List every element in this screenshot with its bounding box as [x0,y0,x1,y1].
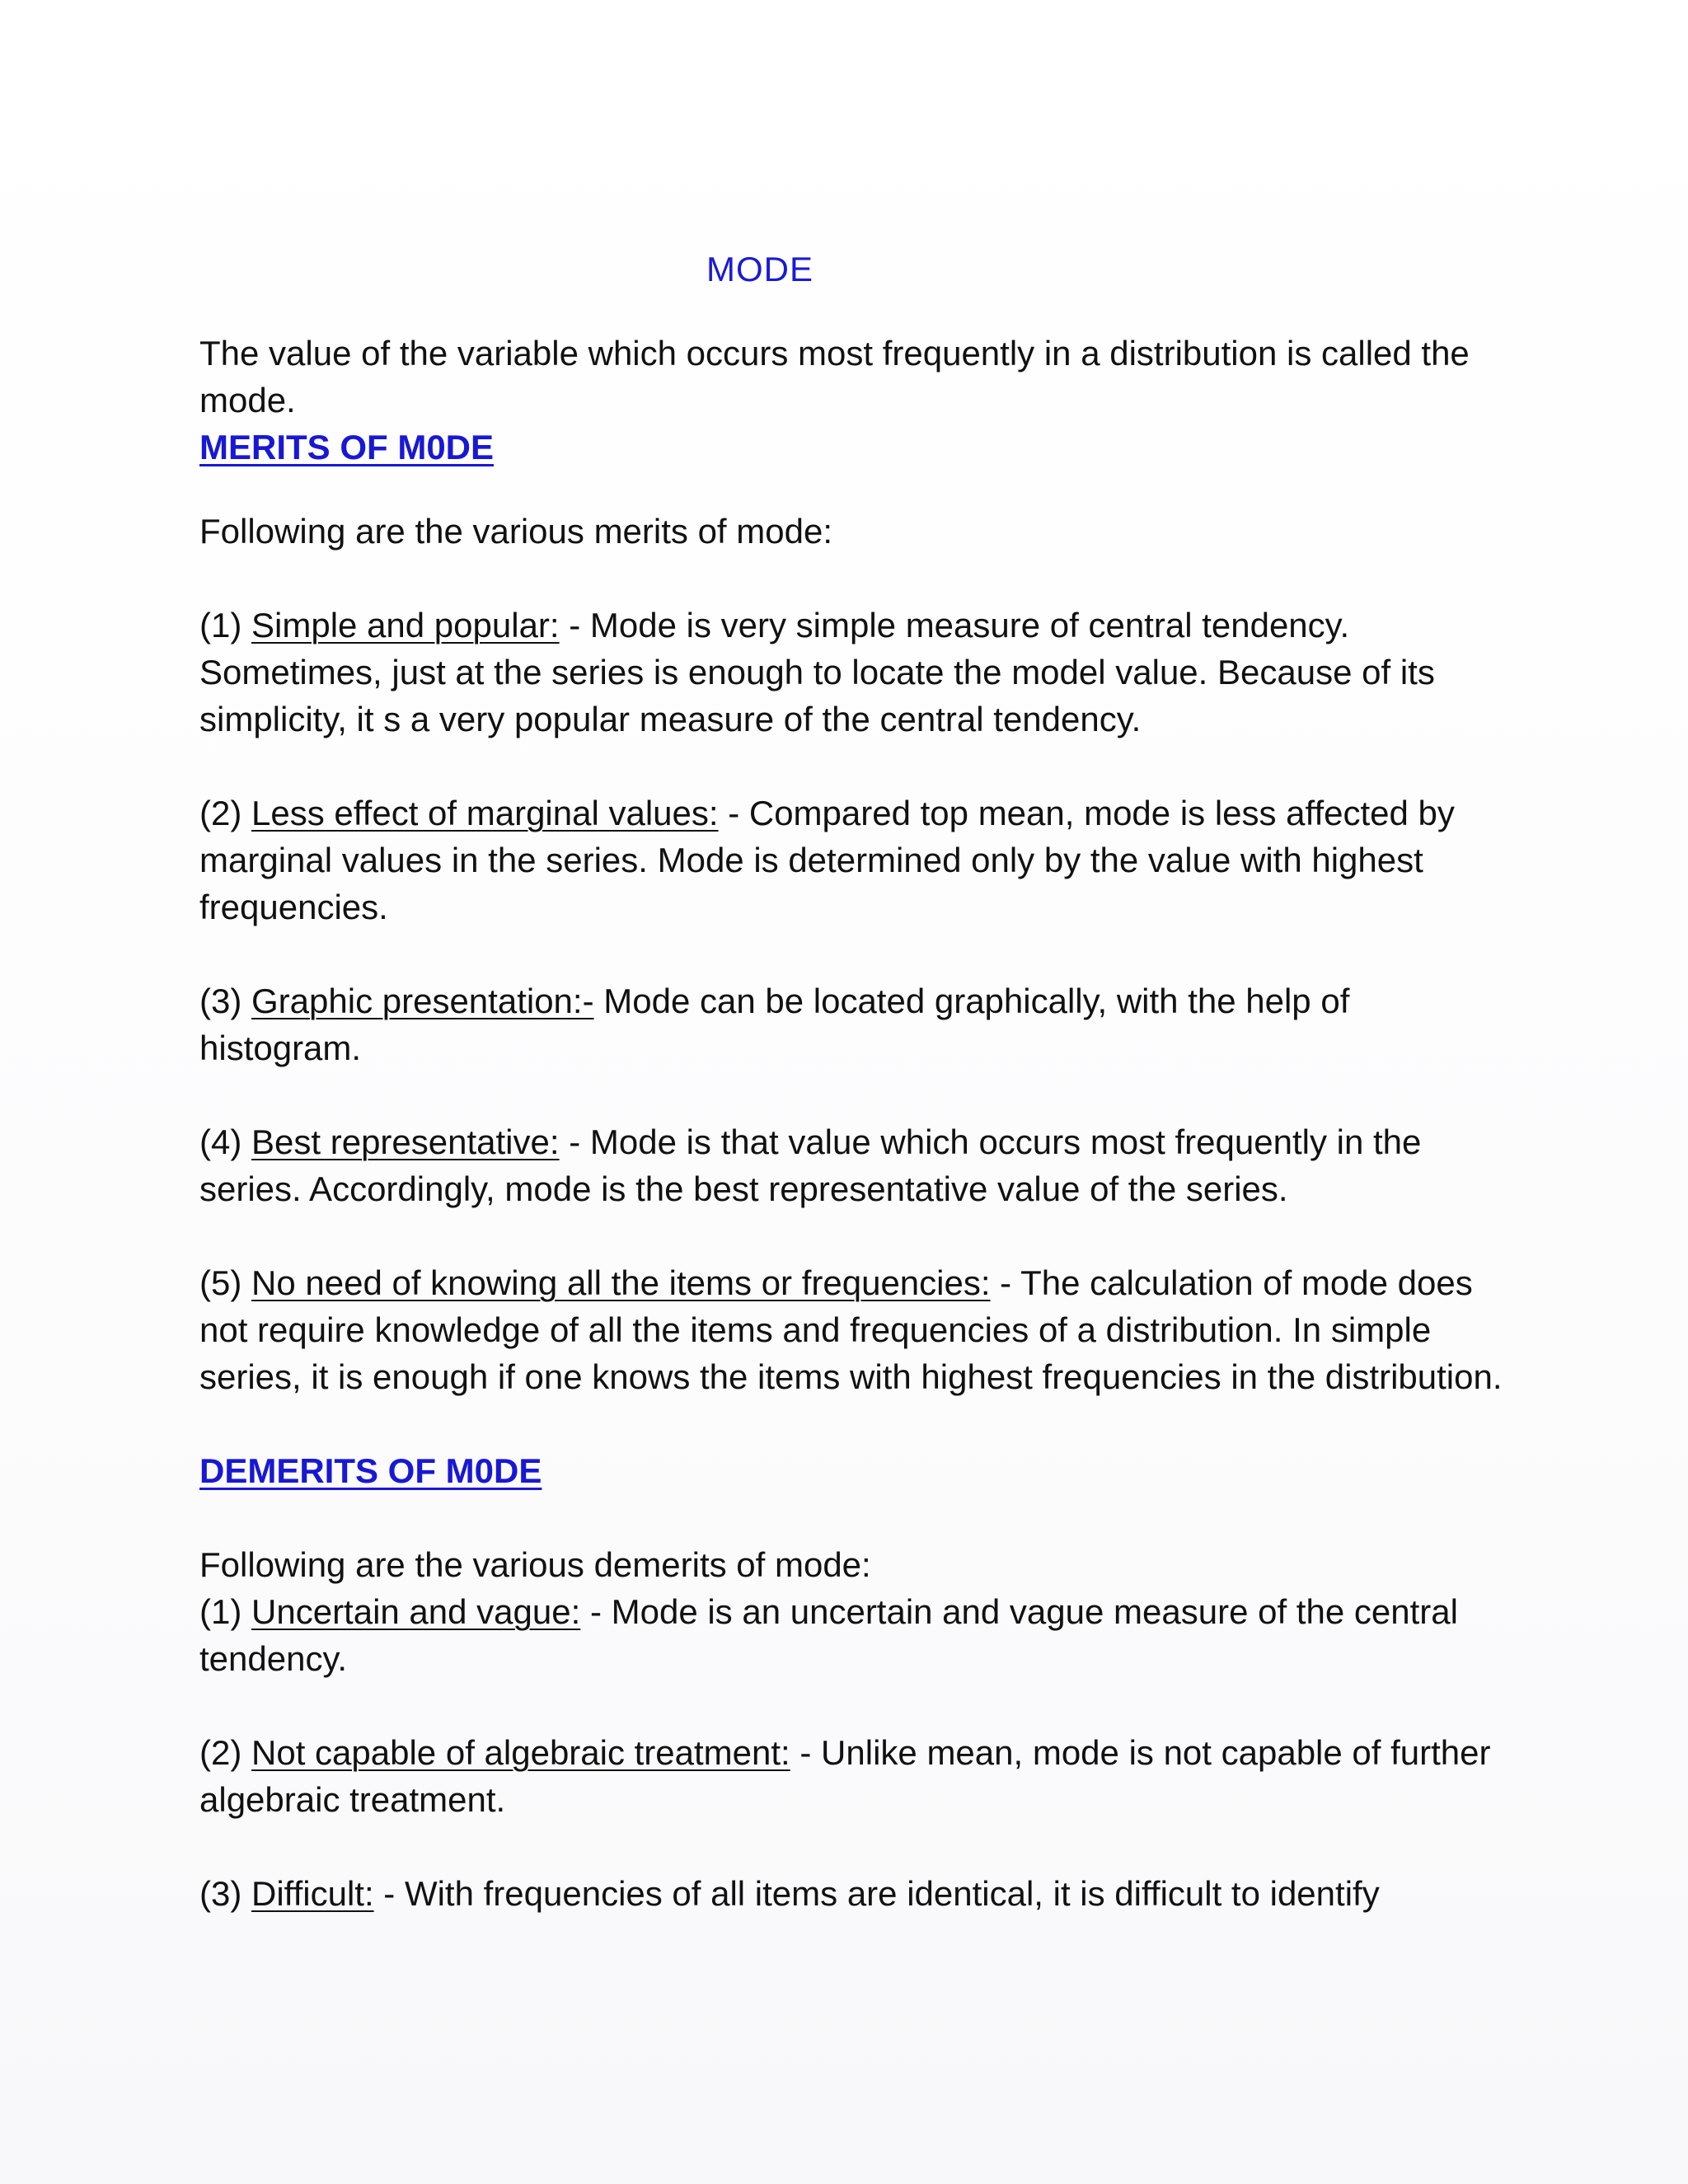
merits-heading: MERITS OF M0DE [199,428,495,466]
demerit-term: Difficult: [251,1874,374,1913]
demerit-item-3 [199,1870,1518,1917]
merit-term: No need of knowing all the items or frequencies: [251,1263,991,1302]
demerit-term: Not capable of algebraic treatment: [251,1733,790,1772]
demerit-text: - With frequencies of all items are identical, it is difficult to identify [373,1874,1380,1913]
document-body [199,247,1518,1917]
demerit-term: Uncertain and vague: [251,1592,581,1631]
merit-term: Graphic presentation:- [251,982,594,1020]
merits-lead: Following are the various merits of mode: [199,512,832,551]
demerits-lead: Following are the various demerits of mode: [199,1545,871,1584]
demerit-text: - Mode is an uncertain and vague measure of the central tendency. [199,1592,1458,1678]
page-title: MODE [706,250,814,288]
merit-number: (5) [199,1263,242,1302]
merit-text: Mode can be located graphically, with the help of histogram. [199,982,1350,1067]
merit-text: - Mode is that value which occurs most frequently in the series. Accordingly, mode is the best representative value of the series. [199,1122,1422,1208]
merit-text: - Compared top mean, mode is less affected by marginal values in the series. Mode is determined only by the value with highest frequencies. [199,794,1455,926]
demerit-item-1 [199,1588,1518,1682]
merit-item-4 [199,1118,1518,1212]
merit-text: - The calculation of mode does not require knowledge of all the items and frequencies of a distribution. In simple series, it is enough if one knows the items with highest frequencies in the distribution. [199,1263,1503,1396]
merit-text: - Mode is very simple measure of central tendency. Sometimes, just at the series is enough to locate the model value. Because of its simplicity, it s a very popular measure of the central tendency. [199,606,1435,738]
demerits-heading: DEMERITS OF M0DE [199,1451,542,1490]
merit-number: (4) [199,1122,242,1161]
intro-paragraph: The value of the variable which occurs most frequently in a distribution is called the mode. [199,334,1470,419]
merit-item-5 [199,1259,1518,1400]
merit-term: Less effect of marginal values: [251,794,719,832]
demerit-item-2 [199,1729,1518,1823]
merit-number: (3) [199,982,242,1020]
demerit-number: (2) [199,1733,242,1772]
merit-term: Simple and popular: [251,606,560,644]
merit-number: (2) [199,794,242,832]
merit-item-2 [199,790,1518,930]
merit-term: Best representative: [251,1122,560,1161]
merit-number: (1) [199,606,242,644]
demerit-number: (1) [199,1592,242,1631]
merit-item-1 [199,602,1518,743]
demerit-text: - Unlike mean, mode is not capable of further algebraic treatment. [199,1733,1491,1819]
merit-item-3 [199,977,1518,1071]
demerit-number: (3) [199,1874,242,1913]
